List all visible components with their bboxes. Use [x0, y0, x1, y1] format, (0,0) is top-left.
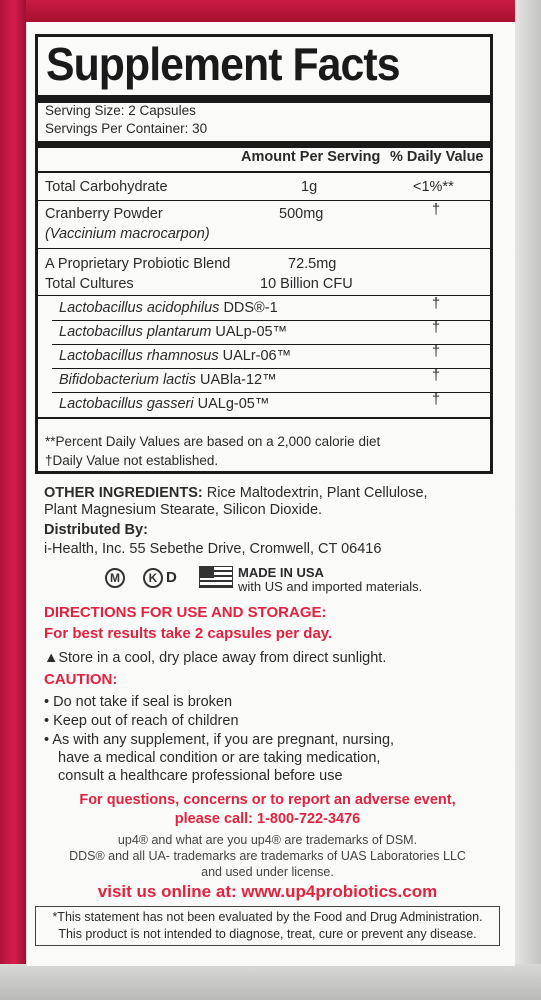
strain-dv: † — [432, 344, 441, 360]
serving-size: Serving Size: 2 Capsules — [45, 103, 196, 118]
website-line: visit us online at: www.up4probiotics.com — [97, 882, 438, 901]
row-name: A Proprietary Probiotic Blend — [45, 256, 231, 272]
servings-per-container: Servings Per Container: 30 — [45, 121, 208, 136]
box-top-edge — [0, 0, 541, 22]
row-dv: <1%** — [413, 179, 454, 195]
strain-species: Bifidobacterium lactis — [59, 372, 196, 388]
strain-row — [59, 372, 277, 388]
facts-title: Supplement Facts — [46, 38, 400, 90]
row-name: Total Carbohydrate — [45, 179, 168, 195]
rule — [52, 392, 490, 393]
rule — [52, 368, 490, 369]
questions-line2: please call: 1-800-722-3476 — [174, 811, 361, 827]
rule — [38, 248, 490, 249]
dv-header: % Daily Value — [390, 149, 484, 165]
trademark-line1: up4® and what are you up4® are trademarks of DSM. — [117, 833, 418, 847]
made-in-usa-sub: with US and imported materials. — [238, 579, 423, 594]
amount-header: Amount Per Serving — [241, 149, 381, 165]
caution-item: • Keep out of reach of children — [44, 713, 239, 729]
caution-item: have a medical condition or are taking medication, — [58, 750, 381, 766]
distributed-label: Distributed By: — [44, 522, 148, 538]
strain-dv: † — [432, 320, 441, 336]
disclaimer-line1: *This statement has not been evaluated by the Food and Drug Administration. — [52, 910, 483, 924]
trademark-line3: and used under license. — [201, 865, 334, 879]
supplement-facts-box — [35, 34, 493, 474]
trademark-line2: DDS® and all UA- trademarks are trademarks of UAS Laboratories LLC — [69, 849, 466, 863]
strain-species: Lactobacillus rhamnosus — [59, 348, 219, 364]
rule — [52, 320, 490, 321]
distributed-address: i-Health, Inc. 55 Sebethe Drive, Cromwell, CT 06416 — [44, 541, 382, 557]
caution-item: consult a healthcare professional before use — [58, 768, 343, 784]
kosher-d-mark: D — [166, 569, 177, 586]
directions-heading: DIRECTIONS FOR USE AND STORAGE: — [44, 604, 327, 621]
fda-disclaimer — [35, 906, 500, 946]
questions-line1: For questions, concerns or to report an adverse event, — [79, 792, 456, 808]
rule — [38, 295, 490, 296]
row-dv: † — [432, 202, 441, 218]
caution-item: • Do not take if seal is broken — [44, 694, 233, 710]
strain-code: UALr-06™ — [222, 348, 292, 364]
footnote-dagger: †Daily Value not established. — [45, 453, 219, 468]
row-amount: 1g — [301, 179, 318, 195]
strain-species: Lactobacillus acidophilus — [59, 300, 220, 316]
other-ingredients-line2: Plant Magnesium Stearate, Silicon Dioxide. — [44, 502, 323, 518]
strain-code: UALg-05™ — [197, 396, 270, 412]
strain-row — [59, 348, 291, 364]
other-ingredients-text: Rice Maltodextrin, Plant Cellulose, — [202, 485, 428, 501]
rule — [38, 200, 490, 201]
rule — [52, 344, 490, 345]
strain-dv: † — [432, 296, 441, 312]
caution-item: • As with any supplement, if you are pregnant, nursing, — [44, 732, 395, 748]
thick-rule — [38, 95, 490, 103]
strain-code: UABla-12™ — [200, 372, 277, 388]
strain-dv: † — [432, 392, 441, 408]
other-ingredients-label: OTHER INGREDIENTS: — [44, 485, 203, 501]
row-amount: 10 Billion CFU — [260, 276, 353, 292]
storage-line: ▲Store in a cool, dry place away from direct sunlight. — [44, 650, 387, 666]
strain-row — [59, 324, 287, 340]
us-flag-icon — [199, 566, 233, 588]
footnote-dv: **Percent Daily Values are based on a 2,000 calorie diet — [45, 434, 381, 449]
row-subname: (Vaccinium macrocarpon) — [45, 226, 210, 242]
box-right-edge — [515, 0, 541, 1000]
row-name: Cranberry Powder — [45, 206, 163, 222]
made-in-usa: MADE IN USA — [238, 565, 324, 580]
strain-row — [59, 300, 278, 316]
row-name: Total Cultures — [45, 276, 134, 292]
strain-code: UALp-05™ — [215, 324, 288, 340]
strain-row — [59, 396, 269, 412]
strain-code: DDS®-1 — [223, 300, 278, 316]
strain-dv: † — [432, 368, 441, 384]
disclaimer-line2: This product is not intended to diagnose, treat, cure or prevent any disease. — [58, 927, 477, 941]
box-left-edge — [0, 0, 26, 1000]
strain-species: Lactobacillus gasseri — [59, 396, 194, 412]
box-bottom-edge — [0, 964, 541, 1000]
thick-rule-2 — [38, 141, 490, 148]
caution-heading: CAUTION: — [44, 671, 118, 688]
row-amount: 72.5mg — [288, 256, 337, 272]
kosher-k-logo: K — [143, 568, 163, 588]
other-ingredients — [44, 485, 428, 501]
certification-m-logo: M — [105, 568, 125, 588]
strain-species: Lactobacillus plantarum — [59, 324, 212, 340]
rule — [38, 417, 490, 419]
row-amount: 500mg — [279, 206, 324, 222]
directions-line: For best results take 2 capsules per day. — [44, 625, 333, 642]
rule — [38, 171, 490, 173]
